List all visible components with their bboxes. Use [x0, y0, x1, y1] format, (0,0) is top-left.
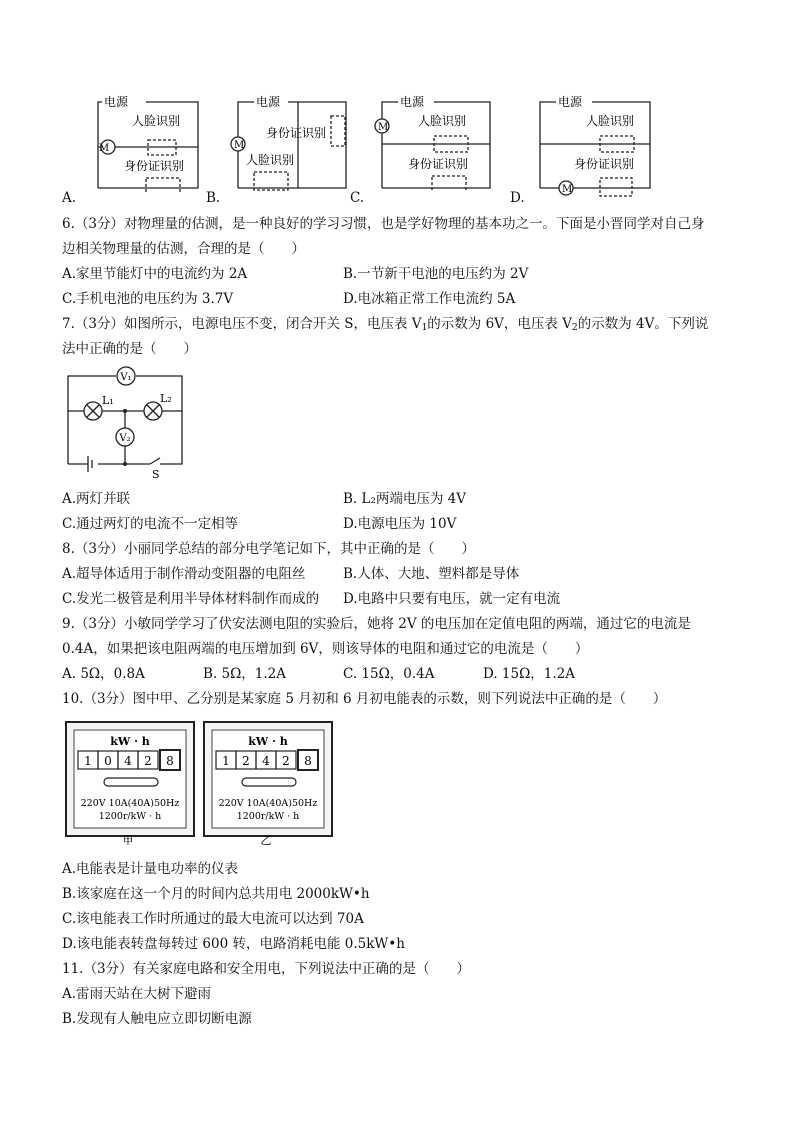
- q10-jia-digit-1: 1: [84, 754, 92, 768]
- q7-option-a: A.两灯并联: [62, 491, 131, 507]
- q5a-face-label: 人脸识别: [132, 114, 181, 128]
- q6-option-c: C.手机电池的电压约为 3.7V: [62, 291, 234, 307]
- q5c-motor-label: M: [378, 122, 389, 133]
- q5-option-a: A.: [62, 190, 77, 206]
- q10-yi-label: 乙: [260, 834, 272, 845]
- q5b-power-label: 电源: [256, 95, 281, 109]
- q5d-motor-label: M: [562, 184, 573, 195]
- q10-option-d: D.该电能表转盘每转过 600 转，电路消耗电能 0.5kW•h: [62, 936, 405, 952]
- q10-stem: 10.（3分）图中甲、乙分别是某家庭 5 月初和 6 月初电能表的示数，则下列说法中正确的是（ ）: [62, 691, 667, 707]
- q9-option-c: C. 15Ω，0.4A: [343, 666, 435, 682]
- q7-l2-label: L₂: [160, 392, 172, 405]
- q5c-id-label: 身份证识别: [408, 157, 469, 171]
- q5a-power-label: 电源: [104, 95, 129, 109]
- q10-jia-spec1: 220V 10A(40A)50Hz: [80, 798, 180, 809]
- q10-jia-digit-4: 2: [144, 754, 152, 768]
- q5b-id-label: 身份证识别: [266, 126, 327, 140]
- q9-option-b: B. 5Ω，1.2A: [203, 666, 287, 682]
- q5-circuit-d: [530, 92, 658, 200]
- q8-option-d: D.电路中只要有电压，就一定有电流: [343, 591, 561, 607]
- q7-option-c: C.通过两灯的电流不一定相等: [62, 516, 239, 532]
- q6-option-d: D.电冰箱正常工作电流约 5A: [343, 291, 516, 307]
- q10-option-b: B.该家庭在这一个月的时间内总共用电 2000kW•h: [62, 886, 370, 902]
- q6-stem-line2: 边相关物理量的估测，合理的是（ ）: [62, 241, 305, 257]
- q10-jia-spec2: 1200r/kW · h: [98, 811, 162, 822]
- q6-option-a: A.家里节能灯中的电流约为 2A: [62, 266, 248, 282]
- q5a-motor-label: M: [98, 143, 110, 154]
- q5d-id-label: 身份证识别: [574, 157, 635, 171]
- q7-option-d: D.电源电压为 10V: [343, 516, 457, 532]
- q10-jia-unit: kW · h: [110, 735, 150, 748]
- q10-yi-spec1: 220V 10A(40A)50Hz: [218, 798, 318, 809]
- q10-yi-digit-2: 2: [242, 754, 250, 768]
- q9-option-a: A. 5Ω，0.8A: [62, 666, 145, 682]
- q8-option-c: C.发光二极管是利用半导体材料制作而成的: [62, 591, 320, 607]
- q7-v2-label: V₂: [119, 433, 131, 444]
- q5c-power-label: 电源: [400, 95, 425, 109]
- q6-stem-line1: 6.（3分）对物理量的估测，是一种良好的学习习惯，也是学好物理的基本功之一。下面是小晋同学对自己身: [62, 216, 705, 232]
- q11-option-a: A.雷雨天站在大树下避雨: [62, 986, 212, 1002]
- q7-option-b: B. L₂两端电压为 4V: [343, 491, 467, 507]
- q5b-face-label: 人脸识别: [246, 153, 295, 167]
- q7-circuit: [62, 364, 192, 479]
- q10-jia-digit-5: 8: [166, 754, 174, 768]
- q10-jia-digit-3: 4: [124, 754, 132, 768]
- q5d-power-label: 电源: [558, 95, 583, 109]
- q9-stem-line2: 0.4A，如果把该电阻两端的电压增加到 6V，则该导体的电阻和通过它的电流是（ ）: [62, 641, 589, 657]
- q10-yi-digit-3: 4: [262, 754, 270, 768]
- q5-option-b: B.: [206, 190, 221, 206]
- q5c-face-label: 人脸识别: [418, 114, 467, 128]
- q5b-motor-label: M: [234, 140, 245, 151]
- q5-circuit-b: [228, 92, 348, 192]
- q8-stem: 8.（3分）小丽同学总结的部分电学笔记如下，其中正确的是（ ）: [62, 541, 475, 557]
- q11-option-b: B.发现有人触电应立即切断电源: [62, 1011, 252, 1027]
- q7-stem-line1: 7.（3分）如图所示，电源电压不变，闭合开关 S，电压表 $V_1$的示数为 6V，电压表 $V_2$的示数为 4V。下列说: [62, 316, 709, 333]
- q7-s-label: S: [152, 468, 160, 479]
- q6-option-b: B.一节新干电池的电压约为 2V: [343, 266, 529, 282]
- q7-stem-line2: 法中正确的是（ ）: [62, 341, 197, 357]
- q10-meter-yi: [202, 720, 337, 845]
- q10-option-c: C.该电能表工作时所通过的最大电流可以达到 70A: [62, 911, 364, 927]
- q10-yi-spec2: 1200r/kW · h: [236, 811, 300, 822]
- q10-jia-digit-2: 0: [104, 754, 112, 768]
- q5a-id-label: 身份证识别: [124, 159, 185, 173]
- q10-meter-jia: [64, 720, 199, 845]
- q10-yi-unit: kW · h: [248, 735, 288, 748]
- q10-yi-digit-5: 8: [304, 754, 312, 768]
- q10-jia-label: 甲: [122, 834, 134, 845]
- q5-option-c: C.: [350, 190, 365, 206]
- q8-option-b: B.人体、大地、塑料都是导体: [343, 566, 520, 582]
- q7-v1-label: V₁: [120, 372, 132, 383]
- q9-stem-line1: 9.（3分）小敏同学学习了伏安法测电阻的实验后，她将 2V 的电压加在定值电阻的两端，通过它的电流是: [62, 616, 691, 632]
- q9-option-d: D. 15Ω，1.2A: [483, 666, 576, 682]
- q5-circuit-a: [88, 92, 208, 192]
- q10-option-a: A.电能表是计量电功率的仪表: [62, 861, 239, 877]
- q5d-face-label: 人脸识别: [586, 114, 635, 128]
- q11-stem: 11.（3分）有关家庭电路和安全用电，下列说法中正确的是（ ）: [62, 961, 471, 977]
- q5-option-d: D.: [510, 190, 525, 206]
- q7-l1-label: L₁: [102, 394, 114, 407]
- q10-yi-digit-1: 1: [222, 754, 230, 768]
- q10-yi-digit-4: 2: [282, 754, 290, 768]
- q8-option-a: A.超导体适用于制作滑动变阻器的电阻丝: [62, 566, 306, 582]
- q5-circuit-c: [372, 92, 497, 192]
